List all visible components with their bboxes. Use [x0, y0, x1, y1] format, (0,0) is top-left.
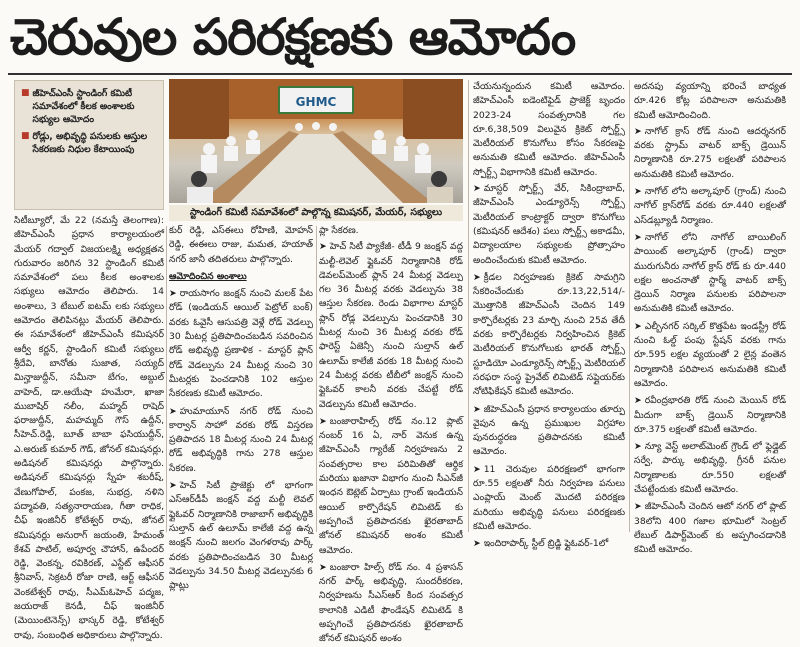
arrow-icon: ➤ — [473, 271, 481, 283]
column-5 — [634, 80, 786, 556]
arrow-icon: ➤ — [634, 186, 642, 198]
list-item: ➤ న్యూ వెస్ట్ అలాట్‌మెంట్ గ్రౌండ్ లో ఫ్లెడ్లైట్ సర్వే, పార్కు అభివృద్ధి, గ్రీనరీ పనుల నిర్మాణాలకు రూ.550 లక్షలతో చేపట్టేందుకు కమిటీ ఆమోదం. — [634, 441, 786, 496]
paragraph: చేయనున్నందున కమిటీ ఆమోదం. జీహెచ్ఎంసీ ఐడెంటిఫైడ్ ప్రాజెక్ట్ బృందం 2023-24 సంవత్సరానికి గల రూ.6,38,509 విలువైన క్రికెట్ స్పోర్ట్స్ మెటీరియల్ కొనుగోలు కోసం సేకరణపై అనుమతి కమిటీ ఆమోదం. జీహెచ్ఎంసీ స్పోర్ట్స్ విభాగానికి కమిటీ ఆమోదం. — [473, 81, 625, 178]
arrow-icon: ➤ — [473, 183, 481, 195]
list-item: ➤ నాగోల్ లోని అల్కాపూర్ (గ్రాండ్) నుంచి నాగోల్ క్రాస్‌రోడ్ వరకు రూ.440 లక్షలతో ఎస్‌డబ్ల్యూడీ నిర్మాణం. — [634, 186, 786, 226]
list-item: ➤ హెచ్ సిటీ ప్యాకేజీ- టీడీ 9 జంక్షన్ వద్ద మల్టీ-లెవెల్ ఫ్లైఓవర్ నిర్మాణానికి రోడ్ డెవలప్‌మెంట్ ప్లాన్ 24 మీటర్ల వెడల్పు గల 36 మీటర్ల వరకు వెడల్పును 38 ఆస్తుల సేకరణ. రెండు విభాగాల మాస్టర్ ప్లాన్ రోడ్ల వెడల్పును పెంచడానికి 30 మీటర్ల నుంచి 36 మీటర్ల వరకు రోడ్ ఫారెస్ట్ ఏజెన్సీ నుంచి సుల్తాన్ ఉల్ ఉలూమ్ కాలేజీ వరకు 18 మీటర్ల నుంచి 24 మీటర్ల వరకు టీబీలో జంక్షన్ నుంచి ఫ్లైఓవర్ కాలనీ వరకు చేపట్టే రోడ్ వెడల్పును కమిటీ ఆమోదం. — [319, 241, 463, 410]
column-2 — [169, 224, 313, 592]
list-item: ➤ హెచ్ సిటీ ప్రాజెక్టు లో భాగంగా ఎస్‌ఆర్‌డీపీ జంక్షన్ వద్ద మల్టీ లెవల్ ఫ్లైఓవర్ నిర్మాణానికి రాజాబాగ్ అభివృద్ధికి సుల్తాన్ ఉల్ ఉలూమ్ కాలేజీ వద్ద ఉన్న జంక్షన్ నుంచి జలగం వెంగళరావు పార్క్ వరకు ప్రతిపాదించబడిన 30 మీటర్ల వెడల్పును 34.50 మీటర్ల వెడల్పునకు 6 ప్లాట్లు — [169, 480, 313, 592]
list-item: ➤ రవీంద్రభారతి రోడ్ నుంచి మెయిన్ రోడ్ మీదుగా బాక్స్ డ్రెయిన్ నిర్మాణానికి రూ.375 లక్షలతో కమిటీ ఆమోదం. — [634, 395, 786, 435]
paragraph: కుర్ రెడ్డి, ఎస్ఈలు రోహిణి, మోహన్ రెడ్డి, ఈఈలు రాజు, మమత, హయాత్ నగర్ జానీ తదితరులు పాల్గొన్నారు. — [169, 225, 313, 265]
column-4 — [473, 80, 625, 550]
arrow-icon: ➤ — [319, 241, 327, 253]
bullet-icon: ■ — [21, 131, 30, 141]
list-item: ➤ బంజారా హిల్స్ రోడ్ నం. 4 ప్రశాసన్ నగర్ పార్క్ అభివృద్ధి, సుందరీకరణ, నిర్వహణను సీఎస్ఆర్ కింద సంవత్సర కాలానికి ఎడిటీ ఫౌండేషన్ లిమిటెడ్ కి అప్పగించే ప్రతిపాదనకు ఖైరతాబాద్ జోనల్ కమిషనర్ అంశం — [319, 561, 463, 645]
list-item: ➤ జీహెచ్ఎంసీ ప్రధాన కార్యాలయం తూర్పు వైపున ఉన్న ప్రముఖుల విగ్రహాల పునరుద్ధరణ ప్రతిపాదనకు కమిటీ ఆమోదం. — [473, 403, 625, 458]
arrow-icon: ➤ — [169, 288, 177, 300]
list-item: ➤ హుమాయూన్ నగర్ రోడ్ నుంచి కార్వాన్ సాహో వరకు రోడ్ విస్తరణ ప్రతిపాదన 18 మీటర్ల నుంచి 24 మీటర్ల రోడ్ అభివృద్ధికి గాను 278 ఆస్తుల సేకరణ. — [169, 405, 313, 474]
list-item: ➤ మాస్టర్ స్పోర్ట్స్ వేర్, సికింద్రాబాద్, జీహెచ్ఎంసీ ఎండ్యూరెన్స్ స్పోర్ట్స్ మెటీరియల్ కాంట్రాక్టర్ ద్వారా కొనుగోలు (కమిషనర్ ఆదేశం) పలు స్పోర్ట్స్ అకాడమీ, విద్యాలయాల సభ్యులకు ప్రోత్సాహం అందించేందుకు కమిటీ ఆమోదం. — [473, 183, 625, 266]
arrow-icon: ➤ — [319, 415, 327, 427]
highlight-item — [21, 130, 157, 156]
list-item: ➤ 11 చెరువుల పరిరక్షణలో భాగంగా రూ.55 లక్షలతో నీరు నిర్వహణ పనులు ఎంప్లాయ్ మెంట్ మొదటి పరిరక్షణ మరియు అభివృద్ధి పనులు పరిరక్షణకు కమిటీ ఆమోదం. — [473, 463, 625, 532]
highlight-text: జీహెచ్ఎంసీ స్టాండింగ్ కమిటీ సమావేశంలో కీలక అంశాలకు సభ్యుల ఆమోదం — [32, 88, 135, 125]
approved-items-subhead: ఆమోదించిన అంశాలు — [169, 270, 247, 282]
column-1 — [14, 214, 164, 641]
arrow-icon: ➤ — [319, 561, 327, 573]
arrow-icon: ➤ — [169, 480, 177, 492]
list-item: ➤ ఎల్బీనగర్ సర్కిల్ కొత్తపేట ఇండస్ట్రీ రోడ్ నుంచి ఓల్డ్ పంపు స్టేషన్ వరకు గాను రూ.595 లక్షల వ్యయంతో 2 లైన్ల వంతెన నిర్మాణానికి పరిపాలన అనుమతికి కమిటీ ఆమోదం. — [634, 320, 786, 389]
arrow-icon: ➤ — [473, 463, 481, 475]
arrow-icon: ➤ — [634, 231, 642, 243]
column-divider — [629, 80, 630, 532]
column-divider — [468, 80, 469, 532]
column-3 — [319, 224, 463, 645]
arrow-icon: ➤ — [634, 501, 642, 513]
highlight-text: రోడ్లు, అభివృద్ధి పనులకు ఆస్తుల సేకరణకు నిధుల కేటాయింపు — [32, 131, 148, 155]
photo-caption: స్టాండింగ్ కమిటీ సమావేశంలో పాల్గొన్న కమిషనర్, మేయర్, సభ్యులు — [169, 205, 463, 221]
column-divider — [316, 226, 317, 532]
headline-rule — [8, 73, 792, 75]
list-item: ➤ రాయసాగం జంక్షన్ నుంచి మలక్ పేట రోడ్ (ఇండియన్ ఆయిల్ పెట్రోల్ బంక్) వరకు ఓవైసీ ఆసుపత్రి వెళ్లే రోడ్ వెడల్పు 30 మీటర్ల ప్రతిపాదించబడిన సవరించిన రోడ్ అభివృద్ధి ప్రణాళిక - మాస్టర్ ప్లాన్ రోడ్ వెడల్పును 24 మీటర్ల నుంచి 30 మీటర్లకు పెంచడానికి 102 ఆస్తుల సేకరణకు కమిటీ ఆమోదం. — [169, 288, 313, 400]
paragraph: ప్లా సేకరణ. — [319, 225, 359, 236]
column-divider — [166, 226, 167, 532]
paragraph: అదనపు వ్యయాన్ని భరించే బాధ్యత రూ.426 కోట్ల పరిపాలనా అనుమతికి కమిటీ ఆమోదించింది. — [634, 81, 786, 121]
arrow-icon: ➤ — [634, 395, 642, 407]
list-item: ➤ బంజారాహిల్స్ రోడ్ నం.12 ప్లాట్ నంబర్ 16 ఏ, నార్ వెనుక ఉన్న జీహెచ్ఎంసీ గ్యారేజ్ నిర్వహణను 2 సంవత్సరాల కాల పరిమితితో ఆర్థిక మరియు ఖజానా విభాగం నుంచి సీఎన్‌జీ ఇంధన ఔట్లెట్ ఏర్పాటు గ్రాంట్ ఇండియన్ ఆయిల్ కార్పొరేషన్ లిమిటెడ్ కు అప్పగించే ప్రతిపాదనకు ఖైరతాబాద్ జోనల్ కమిషనర్ అంశం కమిటీ ఆమోదం. — [319, 415, 463, 556]
list-item: ➤ క్రీడల నిర్వహణకు క్రికెట్ సామగ్రిని సేకరించేందుకు రూ.13,22,514/- మొత్తానికి జీహెచ్ఎంసీ చెందిన 149 కార్పొరేటర్లకు 23 మార్చి నుంచి 25వ తేదీ వరకు కార్పొరేటర్లకు నిర్వహించిన క్రికెట్ మెటీరియల్ కొనుగోలుకు భారత్ స్పోర్ట్స్ స్టూడియో ఎండ్యూరెన్స్ స్పోర్ట్స్ మెటీరియల్ సరఫరా సంస్థ ప్రైవేట్ లిమిటెడ్ సప్లైయర్‌కు నోటిఫికేషన్ కమిటీ ఆమోదం. — [473, 271, 625, 398]
bullet-icon: ■ — [21, 88, 30, 98]
highlights-box — [14, 80, 164, 210]
highlight-item — [21, 87, 157, 126]
meeting-photo — [169, 79, 463, 203]
arrow-icon: ➤ — [473, 403, 481, 415]
arrow-icon: ➤ — [634, 320, 642, 332]
list-item: ➤ జీహెచ్ఎంసీ చెందిన ఆటో నగర్ లో ప్లాట్ 38లోని 400 గజాల భూమిలో సెంట్రల్ లేబుల్ డిపార్ట్‌మెంట్ కు అప్పగించడానికి కమిటీ ఆమోదం. — [634, 501, 786, 556]
arrow-icon: ➤ — [634, 441, 642, 453]
arrow-icon: ➤ — [634, 125, 642, 137]
article-intro: సిటీబ్యూరో, మే 22 (నమస్తే తెలంగాణ): జీహెచ్ఎంసీ ప్రధాన కార్యాలయంలో మేయర్ గద్వాల్ విజయలక్ష్మి అధ్యక్షతన గురువారం జరిగిన 32 స్టాండింగ్ కమిటీ సమావేశంలో పలు కీలక అంశాలకు సభ్యులు ఆమోదం తెలిపారు. 14 అంశాలు, 3 టేబుల్ ఐటమ్ లకు సభ్యులు ఆమోదం తెలిపినట్లు మేయర్ తెలిపారు. ఈ సమావేశంలో జీహెచ్ఎంసీ కమిషనర్ ఆర్వీ కర్ణన్, స్టాండింగ్ కమిటీ సభ్యులు శ్రీదేవి, బానోతు సుజాత, సయ్యద్ మిన్హాజుద్దీన్, సమీనా బేగం, అబ్దుల్ వాహెద్, డా.ఆయేషా హుమేరా, ఖాజా ముబాషిర్ నలీం, మహ్మద్ రాషెద్ ఫరాజుద్దీన్, మహమ్మద్ గౌస్ ఉద్దీన్, సీహెచ్.రెడ్డి, బూత్ బాబా ఫసియుద్దీన్, ఎ.అరుణ్ కుమార్ గౌడ్, జోనల్ కమిషనర్లు, అడిషనల్ కమిషనర్లు పాల్గొన్నారు. అడిషనల్ కమిషనర్లు స్నేహ శబరీష్, వేణుగోపాల్, పంకజ, సుభద్ర, నళిని పద్మావతి, సత్యనారాయణ, గీతా రాధిక, చీఫ్ ఇంజినీర్ కోటేశ్వర్ రావు, జోనల్ కమిషనర్లు అనురాగ్ జయంతి, హేమంత్ కేశవ్ పాటిల్, అపూర్వ చౌహాన్, ఉపేందర్ రెడ్డి, వెంకన్న, రవికిరణ్, ఎస్టేట్ ఆఫీసర్ శ్రీనివాస్, సెక్రటరీ రోజా రాణి, ఆర్ట్ ఆఫీసర్ వెంకటేశ్వర్ రావు, సీఎమ్ఓహెచ్ పద్మజ, జయరాజ్ కెనడీ, చీఫ్ ఇంజినీర్ (మెయింటెనెన్స్) భాస్కర్ రెడ్డి, కోటేశ్వర్ రావు, సంబంధిత అధికారులు పాల్గొన్నారు. — [14, 215, 164, 641]
meeting-illustration — [169, 79, 463, 203]
list-item: ➤ నాగోల్ క్రాస్ రోడ్ నుంచి ఆదర్శనగర్ వరకు స్ట్రామ్ వాటర్ బాక్స్ డ్రెయిన్ నిర్మాణానికి రూ.275 లక్షలతో పరిపాలన అనుమతికి కమిటీ ఆమోదం. — [634, 125, 786, 180]
list-item: ➤ నాగోల్ లోని నాగోల్ బాయిలింగ్ పాయింట్ అల్కాపూర్ (గ్రాండ్) ద్వారా మురుగునీరు నాగోల్ క్రాస్ రోడ్ కు రూ.440 లక్షల అంచనాతో స్టార్మ్ వాటర్ బాక్స్ డ్రెయిన్ నిర్మాణ పనులకు పరిపాలనా అనుమతికి కమిటీ ఆమోదం. — [634, 231, 786, 315]
arrow-icon: ➤ — [473, 538, 481, 550]
arrow-icon: ➤ — [169, 405, 177, 417]
ghmc-banner-text: GHMC — [295, 95, 337, 109]
headline: చెరువుల పరిరక్షణకు ఆమోదం — [10, 8, 576, 66]
list-item: ➤ ఇందిరాపార్క్ స్టీల్ బ్రిడ్జి ఫ్లైఓవర్-1లో — [473, 538, 609, 550]
